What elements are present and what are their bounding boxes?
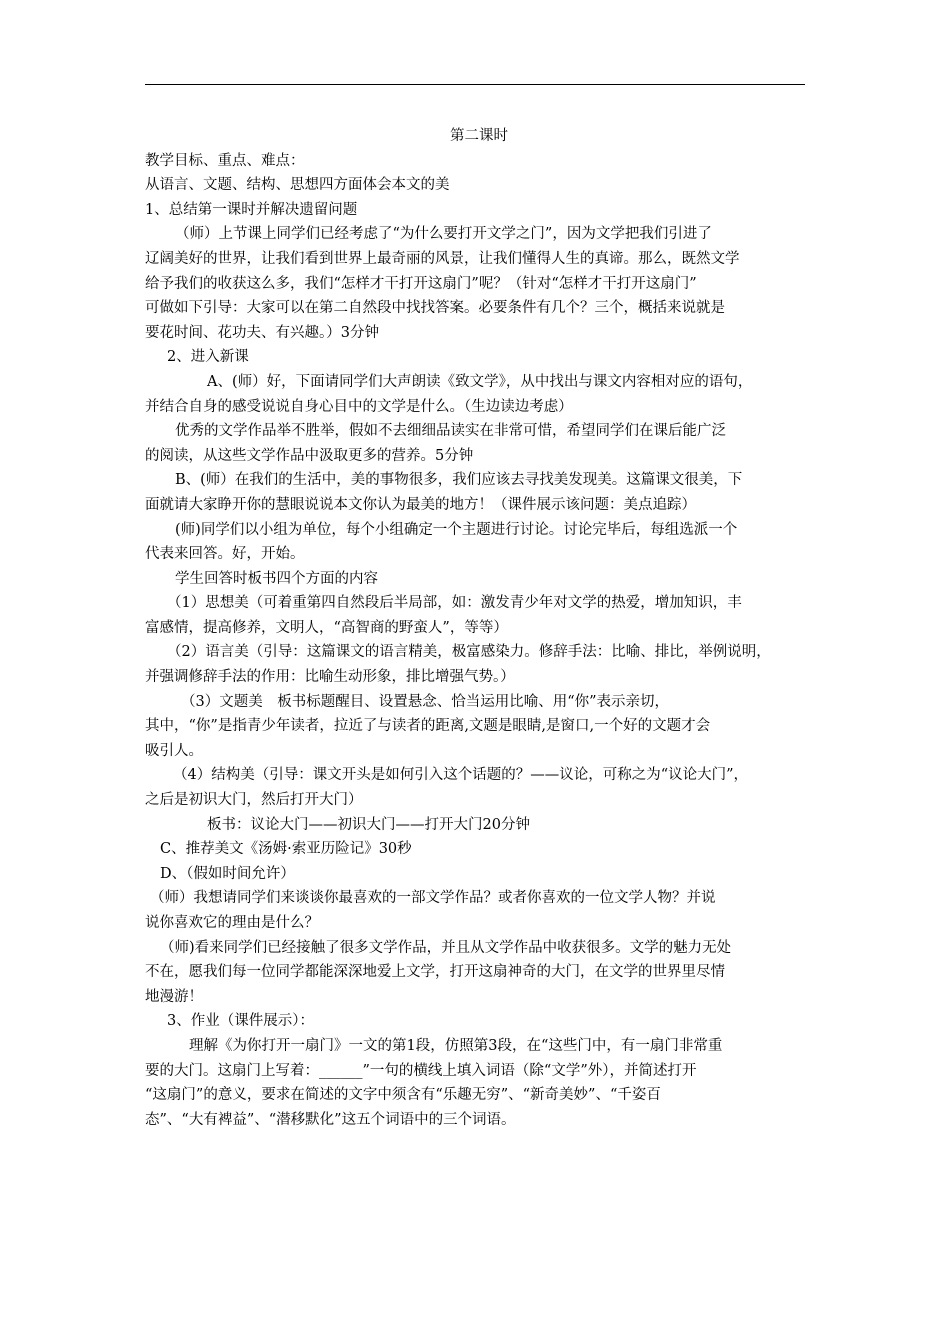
paragraph-line: 并强调修辞手法的作用：比喻生动形象，排比增强气势。） [145, 669, 515, 686]
document-body [145, 124, 813, 1132]
paragraph-line: 并结合自身的感受说说自身心目中的文学是什么。（生边读边考虑） [145, 398, 573, 415]
paragraph-line: 理解《为你打开一扇门》一文的第1段，仿照第3段，在“这些门中，有一扇门非常重 [189, 1037, 723, 1054]
paragraph-line: （师）我想请同学们来谈谈你最喜欢的一部文学作品？或者你喜欢的一位文学人物？并说 [150, 890, 716, 907]
paragraph-line: 的阅读，从这些文学作品中汲取更多的营养。5分钟 [145, 447, 474, 464]
paragraph-line: 要的大门。这扇门上写着：______”一句的横线上填入词语（除“文学”外），并简述打开 [145, 1062, 697, 1079]
paragraph-line: 优秀的文学作品举不胜举，假如不去细细品读实在非常可惜，希望同学们在课后能广泛 [175, 423, 726, 440]
paragraph-line: （1）思想美（可着重第四自然段后半局部，如：激发青少年对文学的热爱，增加知识，丰 [167, 595, 742, 612]
paragraph-line: （3）文题美 板书标题醒目、设置悬念、恰当运用比喻、用“你”表示亲切， [181, 693, 670, 710]
lesson-title: 第二课时 [450, 128, 508, 144]
paragraph-line: B、(师）在我们的生活中，美的事物很多，我们应该去寻找美发现美。这篇课文很美，下 [175, 472, 743, 489]
paragraph-line: 不在，愿我们每一位同学都能深深地爱上文学，打开这扇神奇的大门，在文学的世界里尽情 [145, 964, 725, 981]
paragraph-line: (师)同学们以小组为单位，每个小组确定一个主题进行讨论。讨论完毕后，每组选派一个 [175, 521, 738, 538]
paragraph-line: （2）语言美（引导：这篇课文的语言精美，极富感染力。修辞手法：比喻、排比，举例说明， [167, 644, 771, 661]
paragraph-line: 吸引人。 [145, 742, 203, 759]
section-2-heading: 2、进入新课 [167, 349, 249, 366]
paragraph-line: 地漫游！ [145, 988, 203, 1005]
paragraph-line: C、推荐美文《汤姆·索亚历险记》30秒 [160, 841, 412, 858]
paragraph-line: 学生回答时板书四个方面的内容 [175, 570, 378, 587]
paragraph-line: 可做如下引导：大家可以在第二自然段中找找答案。必要条件有几个？三个，概括来说就是 [145, 300, 725, 317]
paragraph-line: D、（假如时间允许） [160, 865, 295, 882]
paragraph-line: 面就请大家睁开你的慧眼说说本文你认为最美的地方！（课件展示该问题：美点追踪） [145, 496, 696, 513]
paragraph-line: 代表来回答。好，开始。 [145, 546, 305, 563]
paragraph-line: 富感情，提高修养，文明人，“高智商的野蛮人”，等等） [145, 619, 508, 636]
paragraph-line: 其中，“你”是指青少年读者，拉近了与读者的距离,文题是眼睛,是窗口,一个好的文题才会 [145, 718, 711, 735]
paragraph-line: 辽阔美好的世界，让我们看到世界上最奇丽的风景，让我们懂得人生的真谛。那么，既然文学 [145, 250, 740, 267]
paragraph-line: 给予我们的收获这么多，我们“怎样才干打开这扇门”呢？（针对“怎样才干打开这扇门” [145, 275, 697, 292]
objectives-heading: 教学目标、重点、难点： [145, 152, 305, 169]
paragraph-line: “这扇门”的意义，要求在简述的文字中须含有“乐趣无穷”、“新奇美妙”、“千姿百 [145, 1087, 661, 1104]
paragraph-line: 要花时间、花功夫、有兴趣。）3分钟 [145, 324, 379, 341]
paragraph-line: 说你喜欢它的理由是什么？ [145, 915, 319, 931]
paragraph-line: 之后是初识大门，然后打开大门） [145, 792, 363, 809]
paragraph-line: （4）结构美（引导：课文开头是如何引入这个话题的？——议论，可称之为“议论大门”， [173, 767, 749, 784]
objectives-text: 从语言、文题、结构、思想四方面体会本文的美 [145, 177, 450, 194]
section-3-heading: 3、作业（课件展示）： [167, 1013, 314, 1030]
paragraph-line: 板书：议论大门——初识大门——打开大门20分钟 [207, 816, 530, 833]
paragraph-line: 态”、“大有裨益”、“潜移默化”这五个词语中的三个词语。 [145, 1111, 516, 1128]
paragraph-line: A、(师）好，下面请同学们大声朗读《致文学》，从中找出与课文内容相对应的语句， [207, 373, 753, 390]
section-1-heading: 1、总结第一课时并解决遗留问题 [145, 201, 358, 218]
paragraph-line: （师）上节课上同学们已经考虑了“为什么要打开文学之门”，因为文学把我们引进了 [175, 226, 712, 243]
header-rule [145, 84, 805, 85]
paragraph-line: （师)看来同学们已经接触了很多文学作品，并且从文学作品中收获很多。文学的魅力无处 [160, 939, 732, 956]
